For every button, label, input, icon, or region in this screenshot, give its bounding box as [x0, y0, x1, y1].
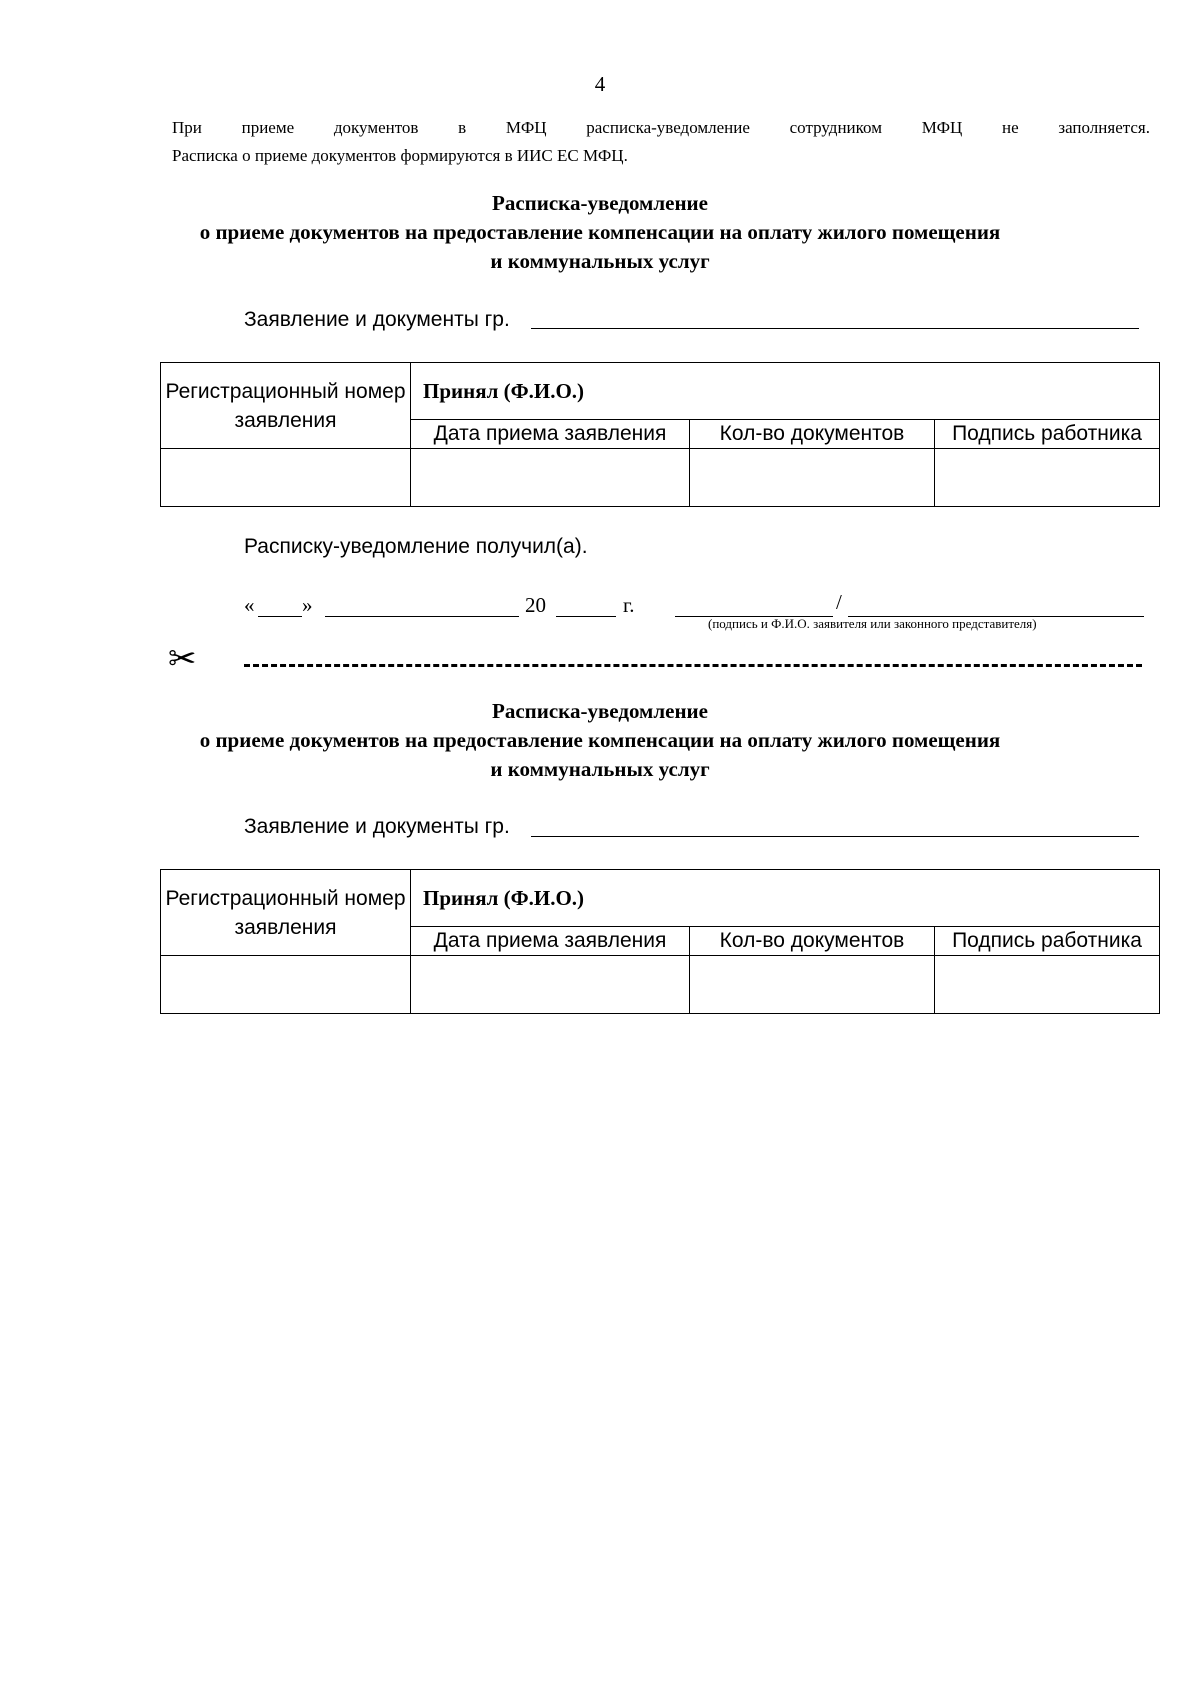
- page-number: 4: [594, 72, 606, 96]
- scissors-icon: ✂: [168, 639, 197, 679]
- receipt-subtitle: о приеме документов на предоставление компенсации на оплату жилого помещения: [199, 220, 1001, 244]
- reg-number-cell[interactable]: [161, 449, 411, 507]
- applicant-name-line[interactable]: [531, 328, 1139, 329]
- year-prefix: 20: [525, 593, 546, 617]
- receipt-title: Расписка-уведомление: [492, 699, 708, 723]
- reg-number-header: Регистрационный номер заявления: [161, 870, 411, 956]
- intro-note-line1: При приеме документов в МФЦ расписка-уведомление сотрудником МФЦ не заполняется.: [172, 118, 1150, 137]
- reg-number-cell[interactable]: [161, 956, 411, 1014]
- employee-signature-header: Подпись работника: [935, 927, 1160, 956]
- statement-label: Заявление и документы гр.: [244, 308, 510, 331]
- receipt-subtitle-cont: и коммунальных услуг: [490, 249, 710, 273]
- doc-count-header: Кол-во документов: [690, 420, 935, 449]
- employee-signature-cell[interactable]: [935, 956, 1160, 1014]
- intro-note-line2: Расписка о приеме документов формируются в ИИС ЕС МФЦ.: [172, 146, 628, 165]
- employee-signature-header: Подпись работника: [935, 420, 1160, 449]
- employee-signature-cell[interactable]: [935, 449, 1160, 507]
- month-line[interactable]: [325, 616, 519, 617]
- year-suffix: г.: [623, 593, 635, 617]
- accepted-by-header: Принял (Ф.И.О.): [411, 363, 1160, 420]
- day-line[interactable]: [258, 616, 302, 617]
- signature-separator: /: [836, 590, 842, 614]
- received-statement: Расписку-уведомление получил(а).: [244, 535, 588, 558]
- receipt-subtitle: о приеме документов на предоставление компенсации на оплату жилого помещения: [199, 728, 1001, 752]
- receipt-title: Расписка-уведомление: [492, 191, 708, 215]
- accepted-by-header: Принял (Ф.И.О.): [411, 870, 1160, 927]
- signature-caption: (подпись и Ф.И.О. заявителя или законного представителя): [708, 616, 1037, 631]
- receipt-table: [160, 362, 1160, 507]
- quote-open: «: [244, 593, 255, 617]
- date-received-header: Дата приема заявления: [411, 420, 690, 449]
- receipt-subtitle-cont: и коммунальных услуг: [490, 757, 710, 781]
- doc-count-header: Кол-во документов: [690, 927, 935, 956]
- doc-count-cell[interactable]: [690, 449, 935, 507]
- reg-number-header: Регистрационный номер заявления: [161, 363, 411, 449]
- applicant-name-line[interactable]: [531, 836, 1139, 837]
- statement-label: Заявление и документы гр.: [244, 815, 510, 838]
- year-line[interactable]: [556, 616, 616, 617]
- date-received-cell[interactable]: [411, 956, 690, 1014]
- quote-close: »: [302, 593, 313, 617]
- receipt-table: [160, 869, 1160, 1014]
- date-received-cell[interactable]: [411, 449, 690, 507]
- cut-line: [244, 664, 1142, 667]
- date-received-header: Дата приема заявления: [411, 927, 690, 956]
- doc-count-cell[interactable]: [690, 956, 935, 1014]
